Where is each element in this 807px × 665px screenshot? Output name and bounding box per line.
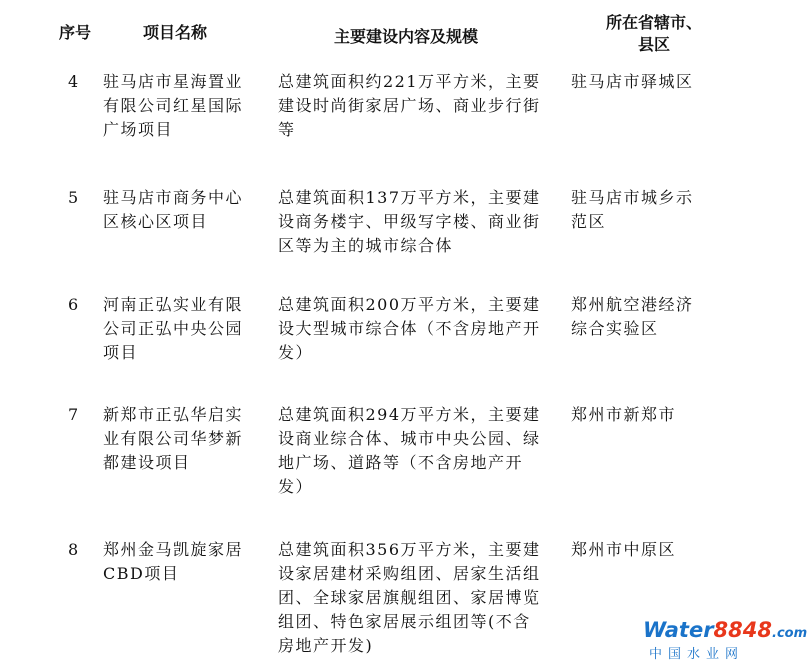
watermark-brand-tld: .com	[772, 626, 807, 641]
row-project-name: 驻马店市商务中心 区核心区项目	[103, 188, 244, 231]
row-location: 郑州市中原区	[571, 540, 677, 559]
row-construction-content: 总建筑面积137万平方米，主要建 设商务楼宇、甲级写字楼、商业街 区等为主的城市综合体	[278, 188, 541, 255]
row-serial-number: 7	[68, 405, 80, 424]
watermark-brand-number: 8848	[713, 618, 772, 642]
row-serial-number: 5	[68, 188, 80, 207]
header-project-name: 项目名称	[143, 23, 208, 42]
row-construction-content: 总建筑面积200万平方米，主要建 设大型城市综合体（不含房地产开 发）	[278, 295, 541, 362]
header-construction-content: 主要建设内容及规模	[334, 27, 479, 46]
row-construction-content: 总建筑面积294万平方米，主要建 设商业综合体、城市中央公园、绿 地广场、道路等（不含房地产开 发）	[278, 405, 541, 496]
row-construction-content: 总建筑面积356万平方米，主要建 设家居建材采购组团、居家生活组 团、全球家居旗舰组团、家居博览 组团、特色家居展示组团等(不含 房地产开发)	[278, 540, 541, 655]
watermark-subtitle: 中国水业网	[649, 647, 745, 662]
row-location: 郑州航空港经济 综合实验区	[571, 295, 694, 338]
row-project-name: 新郑市正弘华启实 业有限公司华梦新 都建设项目	[103, 405, 244, 472]
row-project-name: 郑州金马凯旋家居 CBD项目	[103, 540, 244, 583]
watermark-brand-word: Water	[643, 618, 714, 642]
row-serial-number: 6	[68, 295, 80, 314]
row-project-name: 河南正弘实业有限 公司正弘中央公园 项目	[103, 295, 244, 362]
watermark-logo	[643, 618, 807, 662]
row-project-name: 驻马店市星海置业 有限公司红星国际 广场项目	[103, 72, 244, 139]
row-location: 驻马店市城乡示 范区	[571, 188, 694, 231]
row-serial-number: 4	[68, 72, 80, 91]
watermark-brand	[643, 618, 807, 642]
row-serial-number: 8	[68, 540, 80, 559]
row-location: 驻马店市驿城区	[571, 72, 694, 91]
header-location: 所在省辖市、 县区	[605, 13, 702, 54]
header-serial-number: 序号	[59, 23, 92, 42]
row-location: 郑州市新郑市	[571, 405, 677, 424]
row-construction-content: 总建筑面积约221万平方米，主要 建设时尚街家居广场、商业步行街 等	[278, 72, 541, 139]
